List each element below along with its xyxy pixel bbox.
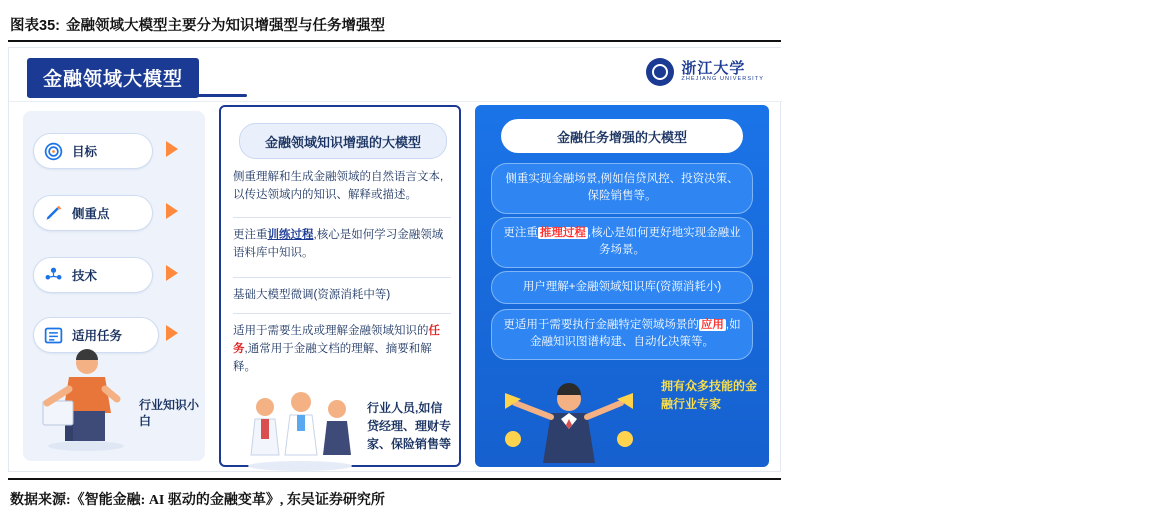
divider <box>233 313 451 314</box>
task-item-3-text: 用户理解+金融领域知识库(资源消耗小) <box>522 281 722 293</box>
watermark <box>945 421 1173 448</box>
slide-content <box>9 101 1173 472</box>
divider-top <box>8 40 781 42</box>
divider <box>233 277 451 278</box>
figure-caption <box>10 10 779 38</box>
list-icon <box>43 325 64 346</box>
task-item-4-highlight: 应用 <box>700 319 724 331</box>
dimension-item-target <box>33 133 153 169</box>
knowledge-item-2-prefix: 更注重 <box>233 229 268 241</box>
university-name-en: ZHEJIANG UNIVERSITY <box>681 75 764 82</box>
divider <box>233 217 451 218</box>
knowledge-item-2 <box>233 227 451 263</box>
task-item-3 <box>491 271 753 304</box>
knowledge-item-4-prefix: 适用于需要生成或理解金融领域知识的 <box>233 325 429 337</box>
university-logo <box>646 58 764 86</box>
task-item-2-prefix: 更注重 <box>503 227 538 239</box>
dimension-label: 技术 <box>72 269 98 283</box>
knowledge-item-4-suffix: ,通常用于金融文档的理解、摘要和解释。 <box>233 342 432 373</box>
arrow-icon-3 <box>166 265 178 281</box>
university-seal-icon <box>646 58 674 86</box>
task-model-panel <box>475 105 1173 467</box>
knowledge-item-3 <box>233 287 451 305</box>
task-item-2-suffix: ,核心是如何更好地实现金融业务场景。 <box>587 227 741 257</box>
figure-label: 图表35: <box>10 17 60 34</box>
knowledge-users-label: 行业人员,如信贷经理、理财专家、保险销售等 <box>367 401 452 451</box>
target-icon <box>43 141 64 162</box>
task-model-header: 金融任务增强的大模型 <box>501 119 743 153</box>
expert-illustration <box>489 373 649 469</box>
arrow-icon-1 <box>166 141 178 157</box>
people-icon <box>43 265 64 286</box>
expert-label: 拥有众多技能的金融行业专家 <box>661 379 758 411</box>
knowledge-item-4-highlight: 任务 <box>233 325 440 355</box>
slide-title: 金融领域大模型 <box>27 58 199 98</box>
dimension-item-focus <box>33 195 153 231</box>
knowledge-item-2-suffix: ,核心是如何学习金融领域语料库中知识。 <box>233 229 444 259</box>
slide-container <box>8 47 1173 472</box>
novice-person-illustration <box>31 347 141 452</box>
knowledge-item-2-highlight: 训练过程 <box>267 229 314 241</box>
knowledge-model-panel <box>219 105 461 467</box>
dimension-label: 适用任务 <box>72 329 123 343</box>
divider-bottom <box>8 478 781 480</box>
dimension-panel <box>23 111 205 461</box>
slide-title-underline <box>27 94 247 97</box>
dimension-label: 目标 <box>72 145 98 159</box>
professionals-illustration <box>235 385 365 471</box>
task-item-4-prefix: 更适用于需要执行金融特定领域场景的 <box>503 319 699 331</box>
task-item-2 <box>491 217 753 268</box>
knowledge-item-1 <box>233 169 451 205</box>
knowledge-item-4 <box>233 323 451 376</box>
figure-title: 金融领域大模型主要分为知识增强型与任务增强型 <box>65 17 385 34</box>
dimension-label: 侧重点 <box>72 207 110 221</box>
knowledge-model-header: 金融领域知识增强的大模型 <box>239 123 447 159</box>
task-item-4 <box>491 309 753 360</box>
watermark-dots-icon <box>945 429 970 440</box>
arrow-icon-2 <box>166 203 178 219</box>
university-name-cn: 浙江大学 <box>681 60 746 78</box>
knowledge-item-1-text: 侧重理解和生成金融领域的自然语言文本,以传达领域内的知识、解释或描述。 <box>233 171 444 201</box>
university-names <box>681 61 764 83</box>
slide-header <box>9 48 782 102</box>
dimension-item-tech <box>33 257 153 293</box>
task-item-1-text: 侧重实现金融场景,例如信贷风控、投资决策、保险销售等。 <box>505 173 739 203</box>
task-item-4-suffix: ,如金融知识图谱构建、自动化决策等。 <box>530 319 741 349</box>
knowledge-item-3-text: 基础大模型微调(资源消耗中等) <box>233 289 391 301</box>
task-item-2-highlight: 推理过程 <box>539 227 586 239</box>
watermark-text: 公众号:会飞的一十六 <box>976 426 1173 447</box>
arrow-icon-4 <box>166 325 178 341</box>
pen-icon <box>43 203 64 224</box>
task-item-1 <box>491 163 753 214</box>
novice-label: 行业知识小白 <box>139 398 200 429</box>
source-note: 数据来源:《智能金融: AI 驱动的金融变革》, 东吴证券研究所 <box>10 493 385 508</box>
